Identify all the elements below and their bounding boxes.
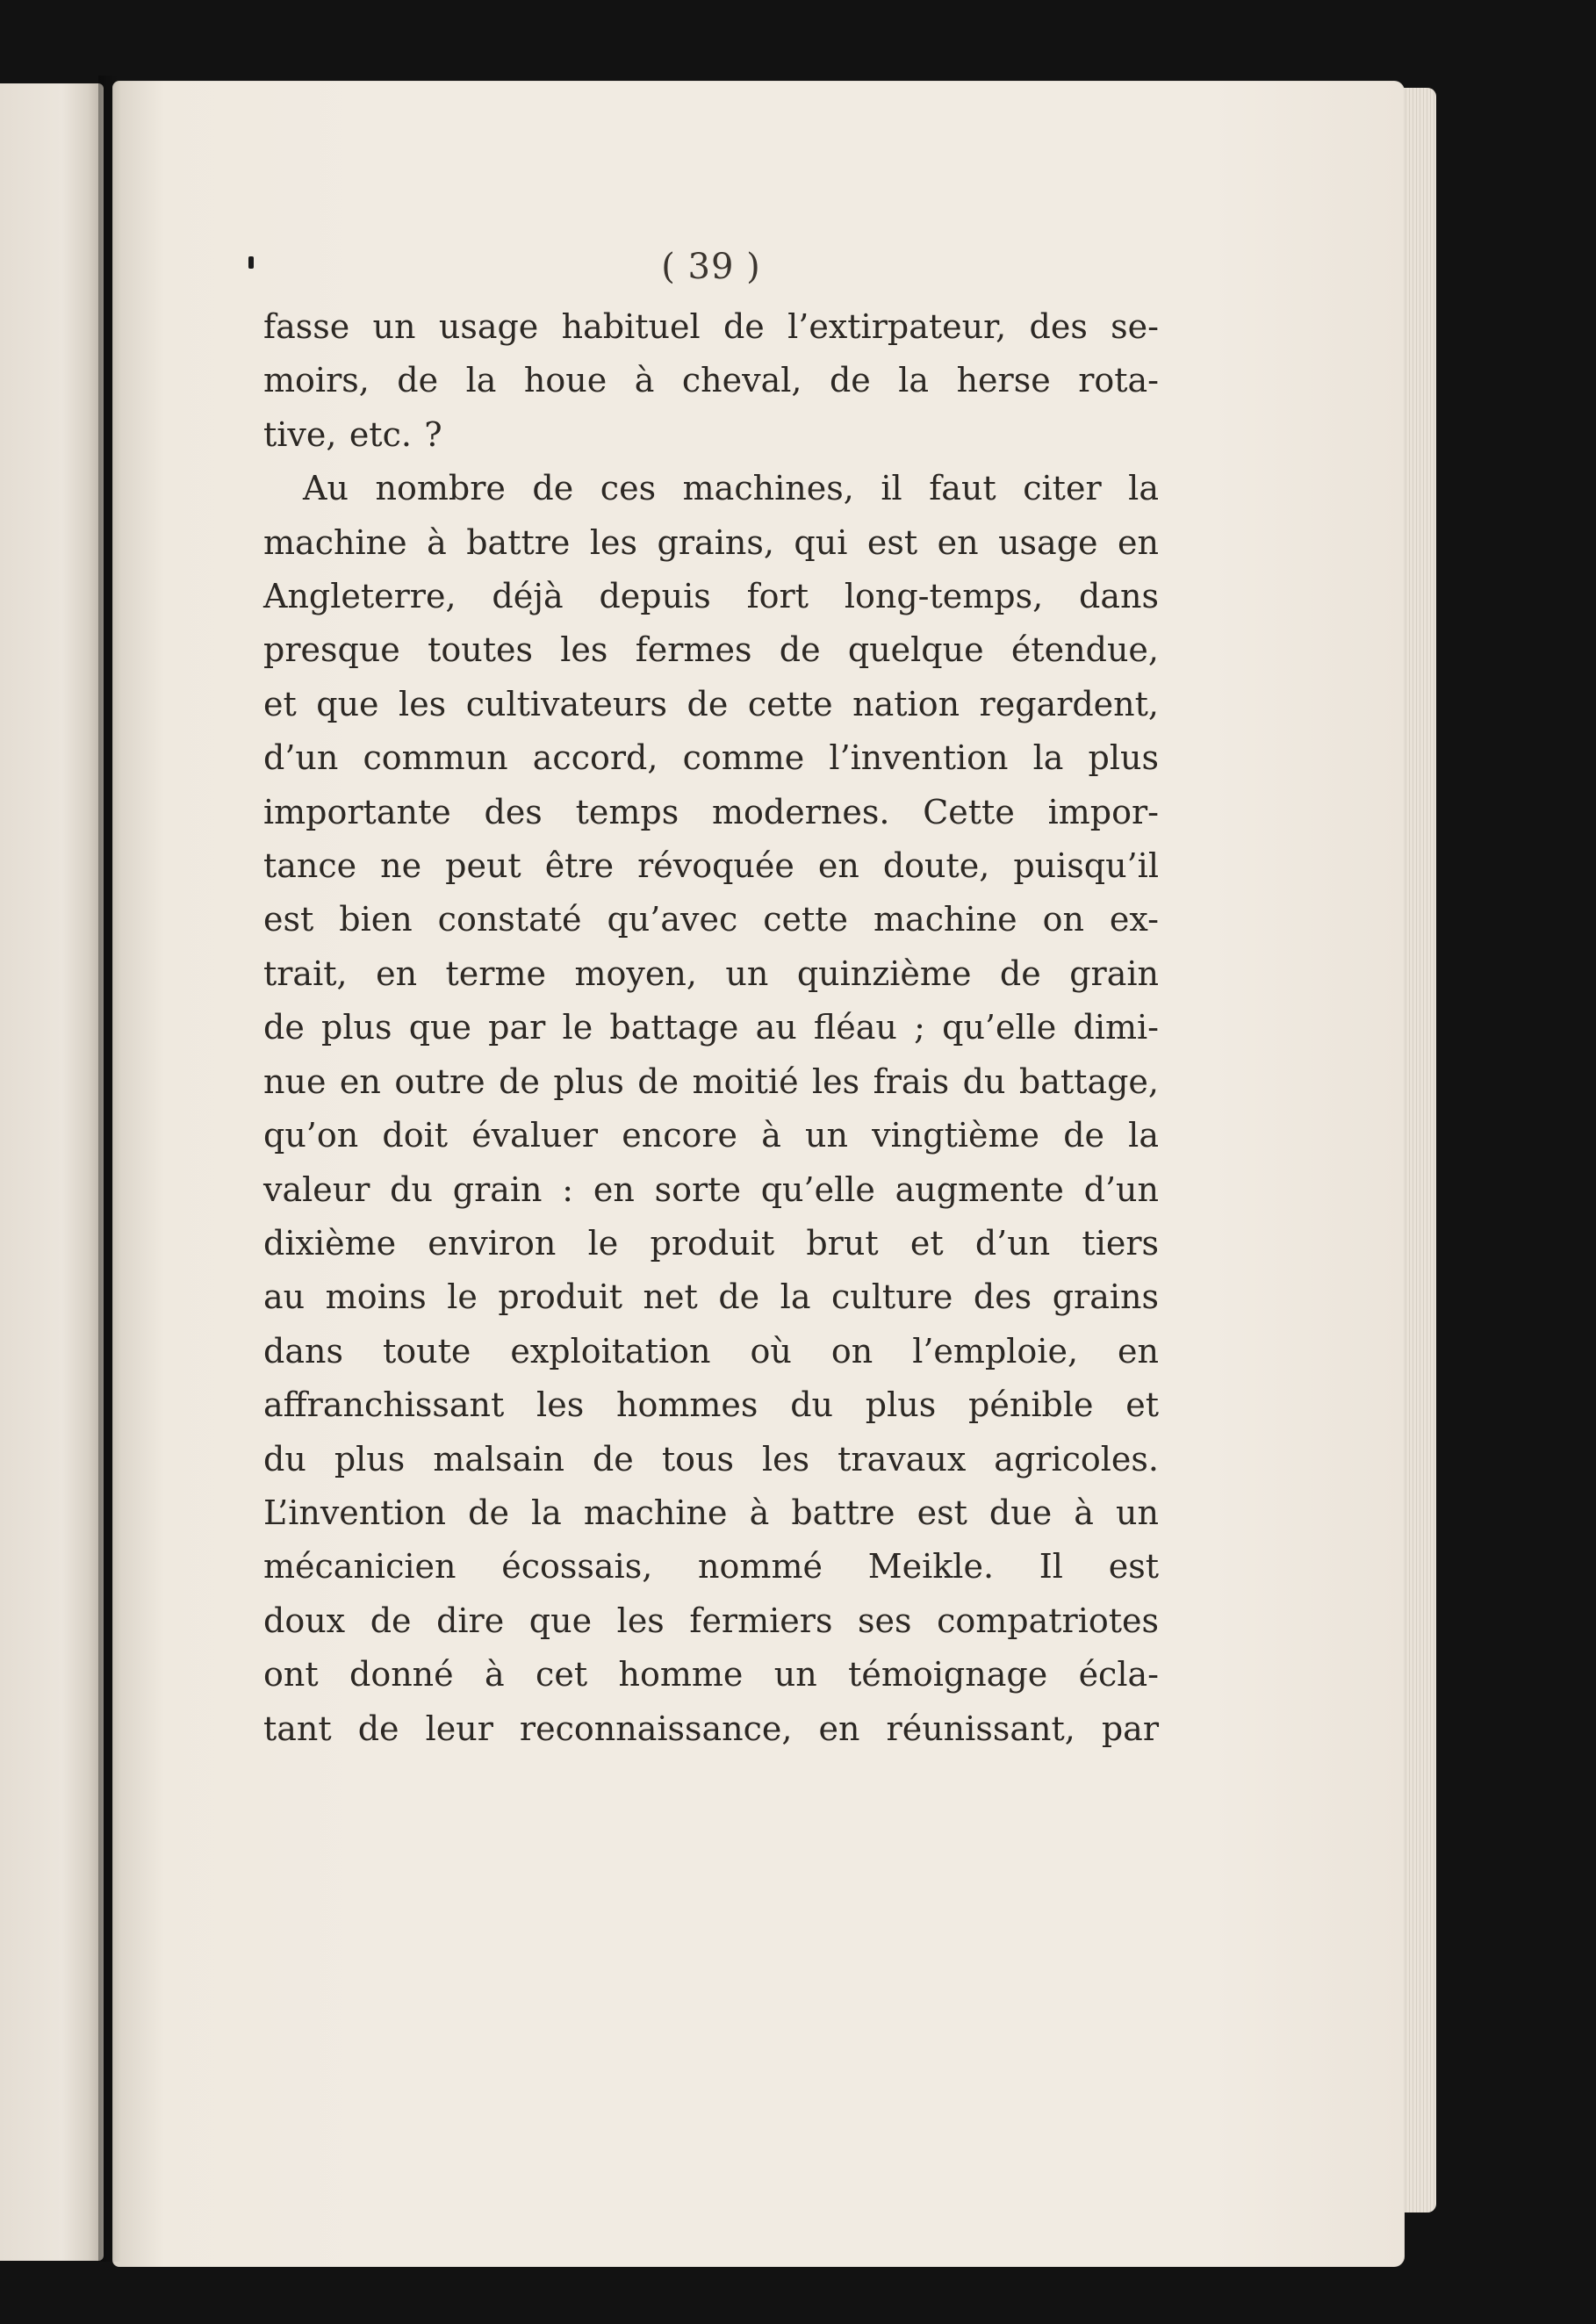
text-line-1: fasse un usage habituel de l’extirpateur, des se- (263, 307, 1159, 346)
page-number: ( 39 ) (661, 247, 761, 287)
text-line-11: tance ne peut être révoquée en doute, puisqu’il (263, 846, 1159, 886)
text-line-9: d’un commun accord, comme l’invention la plus (263, 738, 1159, 778)
text-line-2: moirs, de la houe à cheval, de la herse rota- (263, 361, 1159, 400)
text-line-22: du plus malsain de tous les travaux agricoles. (263, 1439, 1159, 1479)
text-line-6: Angleterre, déjà depuis fort long-temps, dans (263, 577, 1159, 616)
text-line-27: tant de leur reconnaissance, en réunissant, par (263, 1709, 1159, 1748)
text-line-20: dans toute exploitation où on l’emploie, en (263, 1331, 1159, 1371)
text-line-5: machine à battre les grains, qui est en usage en (263, 522, 1159, 562)
text-line-25: doux de dire que les fermiers ses compatriotes (263, 1601, 1159, 1640)
text-line-13: trait, en terme moyen, un quinzième de grain (263, 953, 1159, 993)
text-line-12: est bien constaté qu’avec cette machine on ex- (263, 900, 1159, 939)
text-line-4: Au nombre de ces machines, il faut citer la (303, 469, 1159, 508)
text-line-8: et que les cultivateurs de cette nation regardent, (263, 684, 1159, 723)
text-line-24: mécanicien écossais, nommé Meikle. Il est (263, 1547, 1159, 1587)
text-line-19: au moins le produit net de la culture des grains (263, 1277, 1159, 1317)
text-line-21: affranchissant les hommes du plus pénible et (263, 1385, 1159, 1425)
text-line-14: de plus que par le battage au fléau ; qu’elle dimi- (263, 1008, 1159, 1047)
text-line-15: nue en outre de plus de moitié les frais du battage, (263, 1061, 1159, 1101)
ink-mark (248, 256, 254, 269)
text-line-17: valeur du grain : en sorte qu’elle augmente d’un (263, 1169, 1159, 1209)
text-line-18: dixième environ le produit brut et d’un tiers (263, 1223, 1159, 1263)
text-line-16: qu’on doit évaluer encore à un vingtième de la (263, 1116, 1159, 1155)
text-line-23: L’invention de la machine à battre est due à un (263, 1493, 1159, 1532)
left-page-edge (0, 83, 104, 2261)
text-line-3: tive, etc. ? (263, 414, 442, 454)
text-line-10: importante des temps modernes. Cette impor- (263, 792, 1159, 831)
page-text (263, 249, 1159, 1756)
text-line-26: ont donné à cet homme un témoignage écla- (263, 1655, 1159, 1694)
text-line-7: presque toutes les fermes de quelque étendue, (263, 630, 1159, 670)
